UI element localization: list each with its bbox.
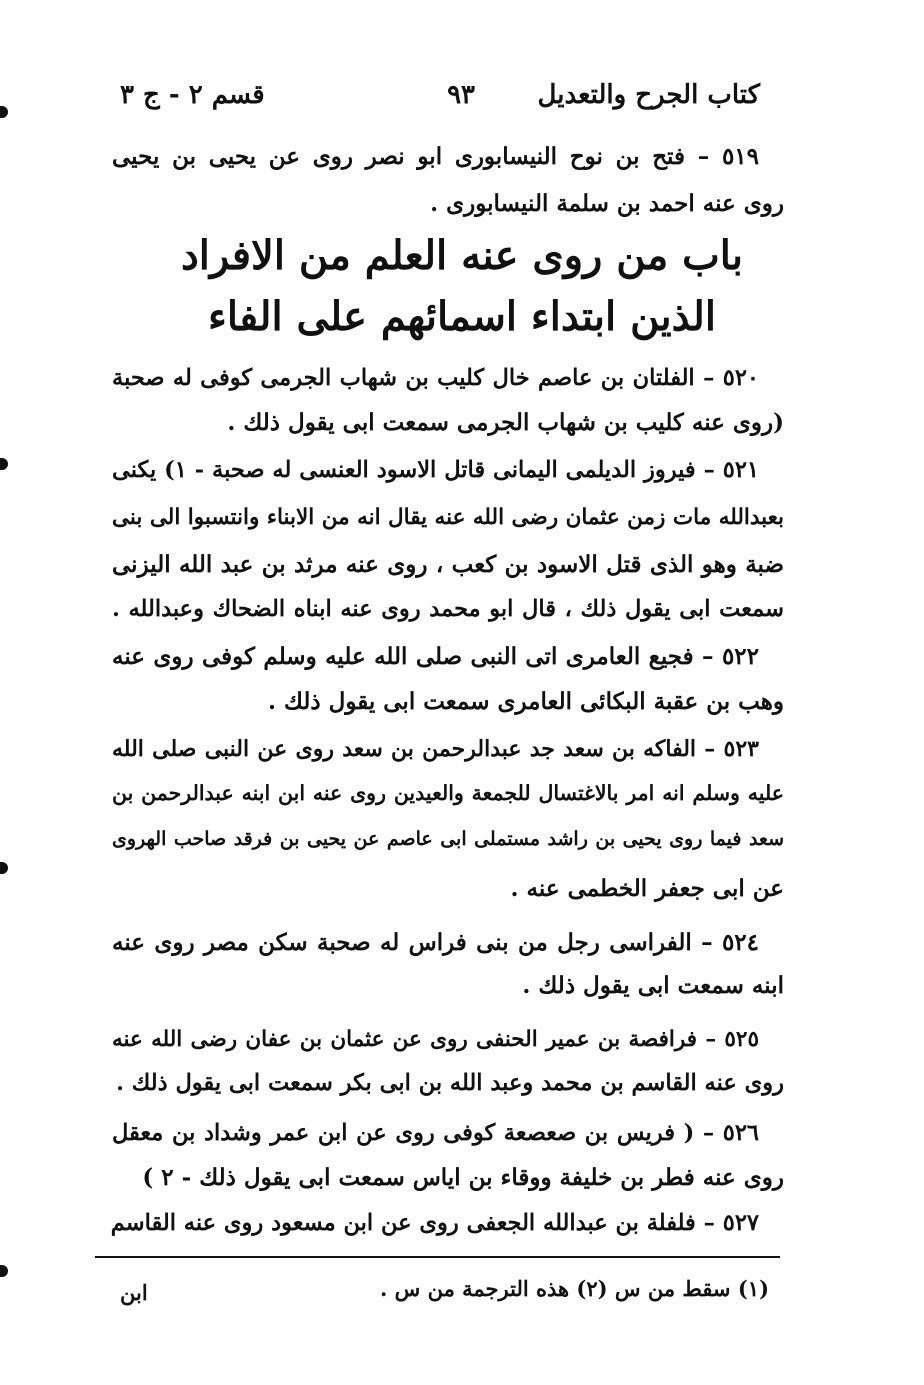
margin-mark bbox=[0, 862, 8, 874]
margin-mark bbox=[0, 458, 8, 470]
text-line: ٥٢٣ – الفاكه بن سعد جد عبدالرحمن بن سعد روى عن النبى صلى الله bbox=[112, 736, 759, 762]
text-line: عليه وسلم انه امر بالاغتسال للجمعة والعيدين روى عنه ابن ابنه عبدالرحمن بن bbox=[112, 781, 784, 805]
catchword: ابن bbox=[120, 1280, 148, 1305]
text-line: روى عنه فطر بن خليفة ووقاء بن اياس سمعت ابى يقول ذلك - ٢ ) bbox=[142, 1164, 784, 1191]
text-line: سمعت ابى يقول ذلك ، قال ابو محمد روى عنه ابناه الضحاك وعبدالله . bbox=[112, 596, 784, 622]
text-line: وهب بن عقبة البكائى العامرى سمعت ابى يقول ذلك . bbox=[267, 688, 784, 715]
chapter-title-line2: الذين ابتداء اسمائهم على الفاء bbox=[208, 293, 716, 340]
text-line: (روى عنه كليب بن شهاب الجرمى سمعت ابى يقول ذلك . bbox=[227, 409, 784, 436]
text-line: ضبة وهو الذى قتل الاسود بن كعب ، روى عنه مرثد بن عبد الله اليزنى bbox=[112, 551, 784, 578]
text-line: بعبدالله مات زمن عثمان رضى الله عنه يقال انه من الابناء وانتسبوا الى بنى bbox=[111, 505, 784, 530]
text-line: ابنه سمعت ابى يقول ذلك . bbox=[522, 972, 784, 999]
margin-mark bbox=[0, 106, 8, 118]
volume-label: قسم ٢ - ج ٣ bbox=[120, 80, 265, 110]
chapter-title-line1: باب من روى عنه العلم من الافراد bbox=[180, 232, 744, 279]
text-line: روى عنه احمد بن سلمة النيسابورى . bbox=[430, 190, 784, 217]
text-line: ٥٢٤ – الفراسى رجل من بنى فراس له صحبة سكن مصر روى عنه bbox=[112, 929, 759, 956]
text-line: ٥٢٢ – فجيع العامرى اتى النبى صلى الله عليه وسلم كوفى روى عنه bbox=[112, 643, 759, 670]
text-line: ٥٢١ – فيروز الديلمى اليمانى قاتل الاسود العنسى له صحبة - ١) يكنى bbox=[112, 457, 759, 483]
footnote-divider bbox=[95, 1256, 780, 1258]
text-line: سعد فيما روى يحيى بن راشد مستملى ابى عاصم عن يحيى بن فرقد صاحب الهروى bbox=[112, 828, 784, 850]
text-line: ٥١٩ – فتح بن نوح النيسابورى ابو نصر روى عن يحيى بن يحيى bbox=[112, 143, 759, 170]
text-line: روى عنه القاسم بن محمد وعبد الله بن ابى بكر سمعت ابى يقول ذلك . bbox=[116, 1070, 784, 1096]
text-line: ٥٢٦ – ( فريس بن صعصعة كوفى روى عن ابن عمر وشداد بن معقل bbox=[112, 1120, 759, 1146]
running-header bbox=[120, 80, 760, 120]
text-line: ٥٢٥ – فرافصة بن عمير الحنفى روى عن عثمان بن عفان رضى الله عنه bbox=[112, 1027, 759, 1052]
margin-mark bbox=[0, 1265, 8, 1277]
book-title: كتاب الجرح والتعديل bbox=[537, 80, 760, 110]
text-line: ٥٢٧ – فلفلة بن عبدالله الجعفى روى عن ابن مسعود روى عنه القاسم bbox=[110, 1210, 759, 1236]
page-number: ٩٣ bbox=[447, 80, 475, 110]
text-line: ٥٢٠ – الفلتان بن عاصم خال كليب بن شهاب الجرمى كوفى له صحبة bbox=[112, 365, 759, 391]
text-line: عن ابى جعفر الخطمى عنه . bbox=[510, 875, 784, 902]
footnote: (١) سقط من س (٢) هذه الترجمة من س . bbox=[380, 1276, 769, 1301]
